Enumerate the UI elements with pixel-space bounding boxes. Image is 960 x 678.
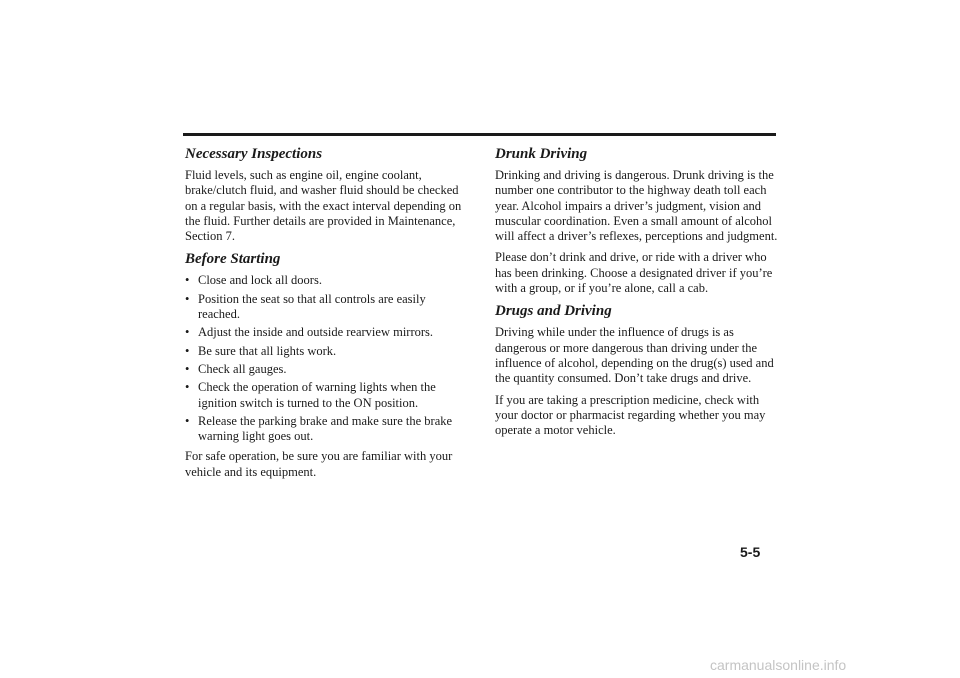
- list-item: [185, 414, 470, 445]
- list-item: [185, 273, 470, 288]
- heading-necessary-inspections: Necessary Inspections: [185, 146, 323, 162]
- paragraph-drunk-driving-2: Please don’t drink and drive, or ride with a driver who has been drinking. Choose a designated driver if you’re with a group, or if you’re alone, call a cab.: [495, 250, 773, 296]
- header-rule: [183, 133, 776, 136]
- watermark-text: carmanualsonline.info: [710, 657, 847, 673]
- list-item: [185, 344, 470, 359]
- paragraph-safe-operation: For safe operation, be sure you are familiar with your vehicle and its equipment.: [185, 449, 453, 479]
- list-item: [185, 380, 470, 411]
- checklist-before-starting: [185, 273, 470, 444]
- list-item-text: Be sure that all lights work.: [198, 343, 337, 358]
- bullet-icon: •: [185, 343, 190, 358]
- paragraph-drunk-driving-1: Drinking and driving is dangerous. Drunk driving is the number one contributor to the highway death toll each year. Alcohol impairs a driver’s judgment, vision and muscular coordination. Even a small amount of alcohol will affect a driver’s reflexes, perceptions and judgment.: [495, 168, 778, 244]
- list-item-text: Check the operation of warning lights when the ignition switch is turned to the ON position.: [198, 380, 436, 410]
- list-item-text: Release the parking brake and make sure the brake warning light goes out.: [198, 413, 453, 444]
- list-item-text: Adjust the inside and outside rearview mirrors.: [198, 325, 434, 340]
- section-drugs-and-driving: [495, 302, 780, 438]
- heading-drugs-and-driving: Drugs and Driving: [495, 303, 612, 320]
- bullet-icon: •: [185, 273, 190, 288]
- heading-before-starting: Before Starting: [185, 251, 281, 268]
- section-drunk-driving: [495, 145, 780, 296]
- section-necessary-inspections: [185, 145, 470, 244]
- bullet-icon: •: [185, 413, 190, 428]
- section-before-starting: [185, 250, 470, 480]
- bullet-icon: •: [185, 291, 190, 306]
- bullet-icon: •: [185, 325, 190, 340]
- paragraph-drugs-and-driving-2: If you are taking a prescription medicine, check with your doctor or pharmacist regarding whether you may operate a motor vehicle.: [495, 392, 766, 438]
- list-item-text: Check all gauges.: [198, 361, 287, 376]
- list-item: [185, 362, 470, 377]
- paragraph-drugs-and-driving-1: Driving while under the influence of drugs is as dangerous or more dangerous than driving under the influence of alcohol, depending on the drug(s) used and the quantity consumed. Don’t take drugs and drive.: [495, 325, 774, 386]
- list-item: [185, 325, 470, 340]
- page-number: 5-5: [740, 544, 761, 560]
- paragraph-necessary-inspections: Fluid levels, such as engine oil, engine coolant, brake/clutch fluid, and washer fluid should be checked on a regular basis, with the exact interval depending on the fluid. Further details are provided in Maintenance, Section 7.: [185, 168, 462, 244]
- bullet-icon: •: [185, 380, 190, 395]
- bullet-icon: •: [185, 361, 190, 376]
- left-column: [185, 145, 470, 486]
- list-item-text: Close and lock all doors.: [198, 273, 322, 288]
- heading-drunk-driving: Drunk Driving: [495, 146, 588, 162]
- list-item: [185, 292, 470, 323]
- list-item-text: Position the seat so that all controls are easily reached.: [198, 291, 426, 322]
- right-column: [495, 145, 780, 444]
